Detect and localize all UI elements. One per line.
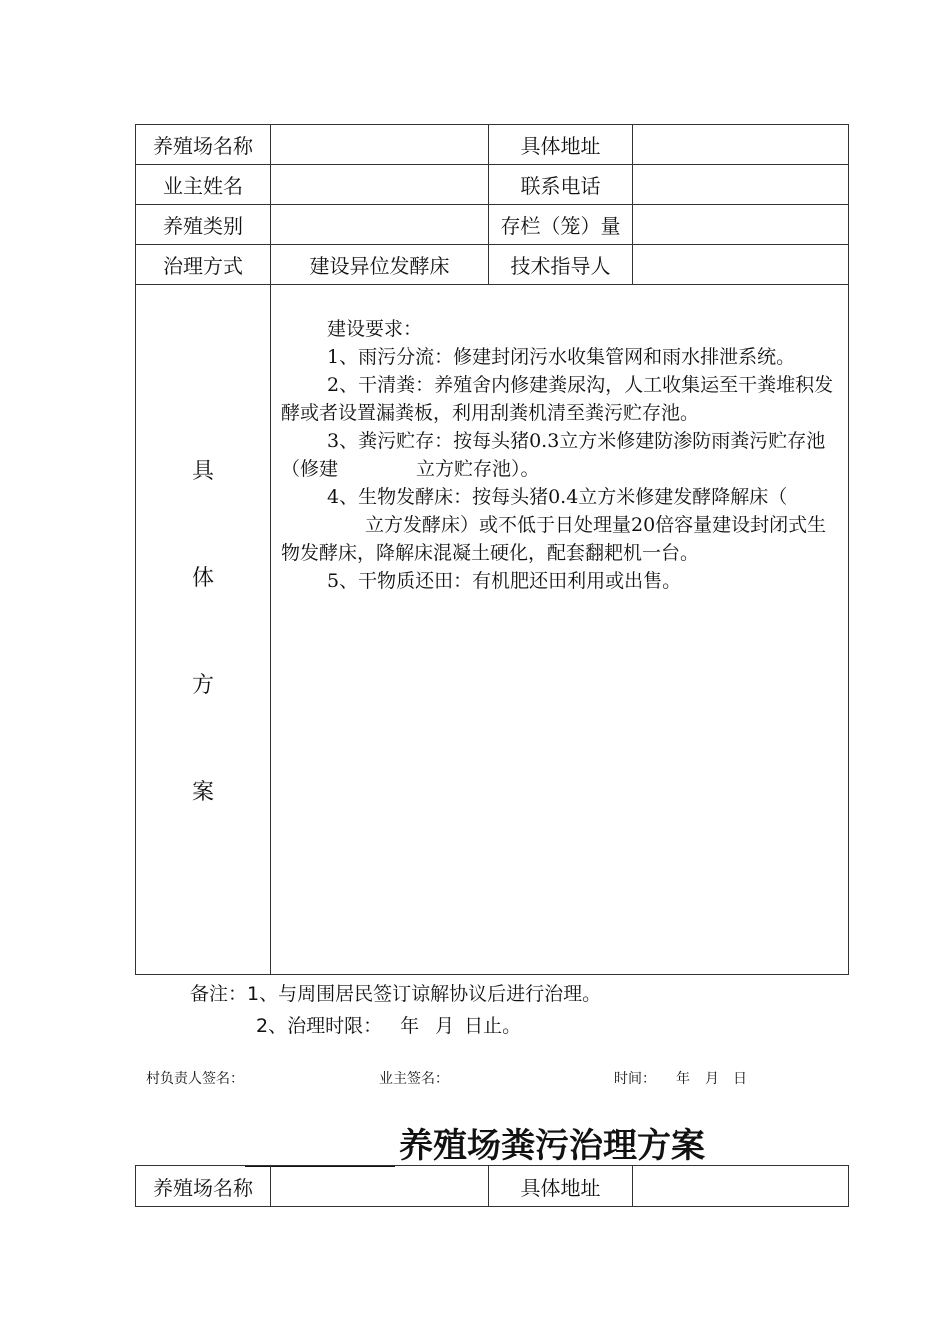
stock-count-label: 存栏（笼）量 — [489, 205, 633, 245]
address-label: 具体地址 — [489, 1166, 633, 1207]
table-row — [136, 205, 849, 245]
owner-name-label: 业主姓名 — [136, 165, 271, 205]
sign-day: 日 — [733, 1071, 747, 1087]
requirement-text: 立方发酵床）或不低于日处理量20倍容量建设封闭式生物发酵床，降解床混凝土硬化，配套翻耙机一台。 — [281, 514, 827, 564]
title-text: 养殖场粪污治理方案 — [399, 1126, 705, 1166]
deadline-label: 2、治理时限： — [256, 1015, 383, 1037]
requirements-text — [271, 285, 848, 595]
farm-name-label: 养殖场名称 — [136, 1166, 271, 1207]
table-row — [136, 125, 849, 165]
table-row — [136, 245, 849, 285]
deadline-month: 月 — [435, 1015, 455, 1037]
plan-content-cell — [271, 285, 849, 975]
requirement-item: 5、干物质还田：有机肥还田利用或出售。 — [327, 570, 682, 592]
table-row — [136, 165, 849, 205]
plan-label-char: 案 — [191, 779, 214, 805]
remark-line — [190, 1010, 601, 1042]
address-field[interactable] — [633, 125, 849, 165]
requirement-item: 1、雨污分流：修建封闭污水收集管网和雨水排泄系统。 — [327, 346, 796, 368]
village-head-signature-label: 村负责人签名： — [146, 1071, 244, 1087]
address-label: 具体地址 — [489, 125, 633, 165]
time-label: 时间： — [614, 1071, 656, 1087]
tech-guide-field[interactable] — [633, 245, 849, 285]
requirement-text: 3、粪污贮存：按每头猪0.3立方米修建防渗防雨粪污贮存池（修建 — [281, 430, 826, 480]
plan-row — [136, 285, 849, 975]
breeding-type-label: 养殖类别 — [136, 205, 271, 245]
remark-line: 备注：1、与周围居民签订谅解协议后进行治理。 — [190, 983, 602, 1005]
phone-label: 联系电话 — [489, 165, 633, 205]
deadline-day: 日止。 — [464, 1015, 522, 1037]
requirement-item: 2、干清粪：养殖舍内修建粪尿沟，人工收集运至干粪堆积发酵或者设置漏粪板，利用刮粪机清至粪污贮存池。 — [281, 374, 834, 424]
tech-guide-label: 技术指导人 — [489, 245, 633, 285]
breeding-type-field[interactable] — [271, 205, 489, 245]
requirement-item — [281, 427, 840, 483]
signature-line — [0, 1068, 950, 1090]
requirement-text: 4、生物发酵床：按每头猪0.4立方米修建发酵降解床（ — [327, 486, 788, 508]
farm-info-table-2 — [135, 1165, 849, 1207]
farm-name-field[interactable] — [271, 125, 489, 165]
requirement-text: 立方贮存池）。 — [416, 458, 540, 480]
farm-name-blank[interactable] — [245, 1131, 395, 1167]
owner-signature-label: 业主签名： — [379, 1071, 449, 1087]
address-field[interactable] — [633, 1166, 849, 1207]
sign-month: 月 — [705, 1071, 719, 1087]
plan-label-cell — [136, 285, 271, 975]
requirements-heading: 建设要求： — [327, 318, 423, 340]
stock-count-field[interactable] — [633, 205, 849, 245]
treatment-method-label: 治理方式 — [136, 245, 271, 285]
treatment-method-value: 建设异位发酵床 — [271, 245, 489, 285]
plan-label-char: 体 — [191, 565, 214, 591]
requirement-item — [281, 483, 840, 567]
plan-label-char: 具 — [191, 458, 214, 484]
phone-field[interactable] — [633, 165, 849, 205]
plan-label-char: 方 — [191, 672, 214, 698]
sign-year: 年 — [676, 1071, 690, 1087]
page-title — [0, 1118, 950, 1167]
deadline-year: 年 — [400, 1015, 420, 1037]
remarks — [190, 978, 601, 1042]
owner-name-field[interactable] — [271, 165, 489, 205]
farm-info-table — [135, 124, 849, 975]
farm-name-label: 养殖场名称 — [136, 125, 271, 165]
farm-name-field[interactable] — [271, 1166, 489, 1207]
table-row — [136, 1166, 849, 1207]
